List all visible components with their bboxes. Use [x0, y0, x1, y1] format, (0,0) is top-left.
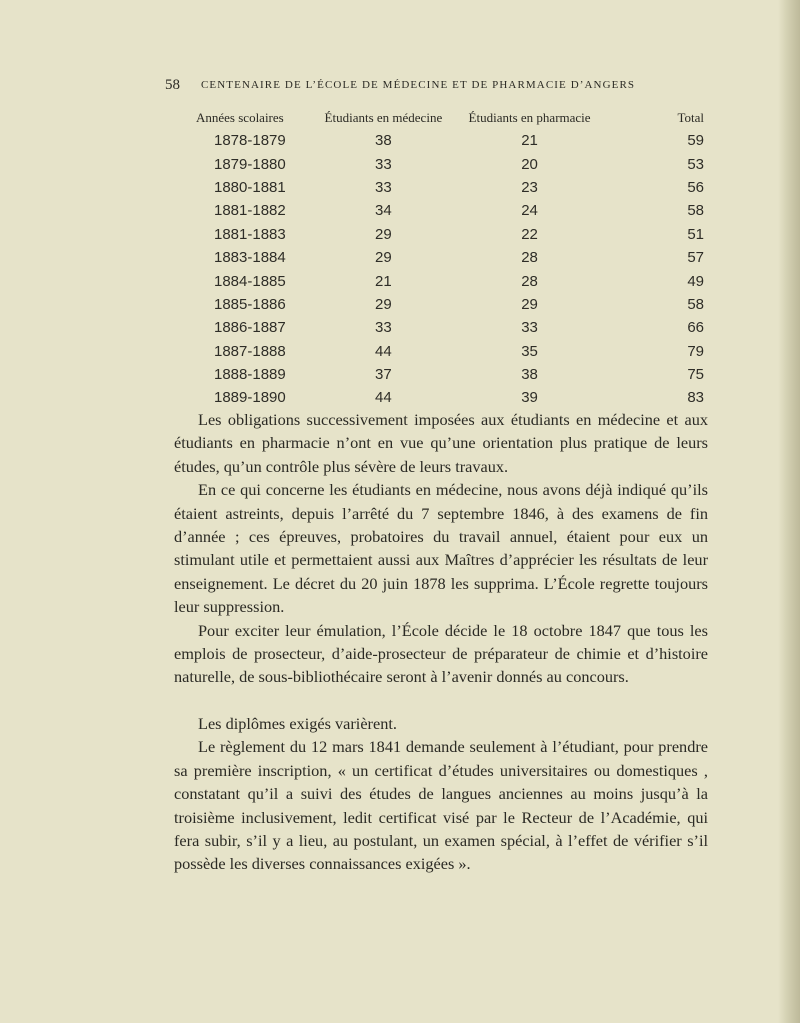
- cell-medicine: 44: [375, 342, 392, 360]
- cell-medicine: 37: [375, 366, 392, 384]
- cell-year: 1879-1880: [214, 155, 286, 173]
- paragraph-emulation: Pour exciter leur émulation, l’École décide le 18 octobre 1847 que tous les emplois de prosecteur, d’aide-prosecteur de préparateur de chimie et d’histoire naturelle, de sous-bibliothécaire seront à l’avenir donnés au concours.: [174, 620, 708, 687]
- cell-year: 1881-1882: [214, 202, 286, 220]
- page-edge-shadow: [778, 0, 800, 1023]
- paragraph-examens: En ce qui concerne les étudiants en médecine, nous avons déjà indiqué qu’ils étaient astreints, depuis l’arrêté du 7 septembre 1846, à des examens de fin d’année ; ces épreuves, probatoires du travail annuel, étaient pour eux un stimulant utile et permettaient aussi aux Maîtres d’apprécier les résultats de leur enseignement. Le décret du 20 juin 1878 les supprima. L’École regrette toujours leur suppression.: [174, 480, 708, 617]
- cell-total: 56: [687, 178, 704, 196]
- cell-pharmacy: 23: [521, 178, 538, 196]
- table-row: [196, 152, 708, 175]
- cell-year: 1881-1883: [214, 225, 286, 243]
- table-row: [196, 269, 708, 292]
- cell-year: 1878-1879: [214, 132, 286, 150]
- cell-pharmacy: 20: [521, 155, 538, 173]
- cell-total: 59: [687, 132, 704, 150]
- cell-year: 1884-1885: [214, 272, 286, 290]
- column-header-pharmacy: Étudiants en pharmacie: [468, 110, 591, 125]
- cell-medicine: 29: [375, 225, 392, 243]
- table-header-row: [196, 107, 708, 129]
- running-header: [165, 77, 665, 99]
- cell-total: 49: [687, 272, 704, 290]
- paragraph-obligations: Les obligations successivement imposées aux étudiants en médecine et aux étudiants en pharmacie n’ont en vue qu’une orientation plus pratique de leurs études, qu’un contrôle plus sévère de leurs travaux.: [174, 410, 708, 476]
- cell-pharmacy: 21: [521, 132, 538, 150]
- cell-medicine: 29: [375, 295, 392, 313]
- table-row: [196, 129, 708, 152]
- cell-pharmacy: 38: [521, 366, 538, 384]
- cell-total: 57: [687, 249, 704, 267]
- body-text: [174, 408, 708, 876]
- cell-medicine: 29: [375, 249, 392, 267]
- cell-year: 1880-1881: [214, 178, 286, 196]
- table-row: [196, 199, 708, 222]
- column-header-medicine: Étudiants en médecine: [324, 110, 443, 125]
- cell-year: 1888-1889: [214, 366, 286, 384]
- cell-total: 58: [687, 295, 704, 313]
- cell-pharmacy: 22: [521, 225, 538, 243]
- column-header-total: Total: [677, 110, 704, 125]
- paragraph-reglement: Le règlement du 12 mars 1841 demande seulement à l’étudiant, pour prendre sa première inscription, « un certificat d’études universitaires ou domestiques , constatant qu’il a suivi des études de langues anciennes au moins jusqu’à la troisième inclusivement, ledit certificat visé par le Recteur de l’Académie, qui fera subir, s’il y a lieu, au postulant, un examen spécial, à l’effet de vérifier s’il possède les diverses connaissances exigées ».: [174, 737, 708, 874]
- table-row: [196, 386, 708, 409]
- cell-medicine: 44: [375, 389, 392, 407]
- table-row: [196, 316, 708, 339]
- table-row: [196, 293, 708, 316]
- cell-medicine: 21: [375, 272, 392, 290]
- table-row: [196, 176, 708, 199]
- cell-year: 1886-1887: [214, 319, 286, 337]
- cell-medicine: 33: [375, 319, 392, 337]
- cell-medicine: 33: [375, 178, 392, 196]
- cell-pharmacy: 39: [521, 389, 538, 407]
- cell-year: 1883-1884: [214, 249, 286, 267]
- page-number: 58: [165, 77, 180, 93]
- table-row: [196, 246, 708, 269]
- table-row: [196, 340, 708, 363]
- cell-pharmacy: 28: [521, 249, 538, 267]
- cell-year: 1885-1886: [214, 295, 286, 313]
- cell-total: 66: [687, 319, 704, 337]
- cell-medicine: 38: [375, 132, 392, 150]
- table-row: [196, 223, 708, 246]
- cell-total: 53: [687, 155, 704, 173]
- column-header-years: Années scolaires: [196, 110, 284, 125]
- cell-total: 79: [687, 342, 704, 360]
- cell-pharmacy: 29: [521, 295, 538, 313]
- cell-total: 83: [687, 389, 704, 407]
- running-title: CENTENAIRE DE L’ÉCOLE DE MÉDECINE ET DE PHARMACIE D’ANGERS: [201, 79, 636, 91]
- cell-year: 1887-1888: [214, 342, 286, 360]
- cell-total: 58: [687, 202, 704, 220]
- cell-pharmacy: 33: [521, 319, 538, 337]
- enrollment-table: [196, 107, 708, 410]
- cell-pharmacy: 28: [521, 272, 538, 290]
- cell-medicine: 33: [375, 155, 392, 173]
- cell-pharmacy: 24: [521, 202, 538, 220]
- table-row: [196, 363, 708, 386]
- cell-year: 1889-1890: [214, 389, 286, 407]
- cell-pharmacy: 35: [521, 342, 538, 360]
- paragraph-diplomes: Les diplômes exigés varièrent.: [198, 713, 397, 733]
- cell-medicine: 34: [375, 202, 392, 220]
- cell-total: 51: [687, 225, 704, 243]
- cell-total: 75: [687, 366, 704, 384]
